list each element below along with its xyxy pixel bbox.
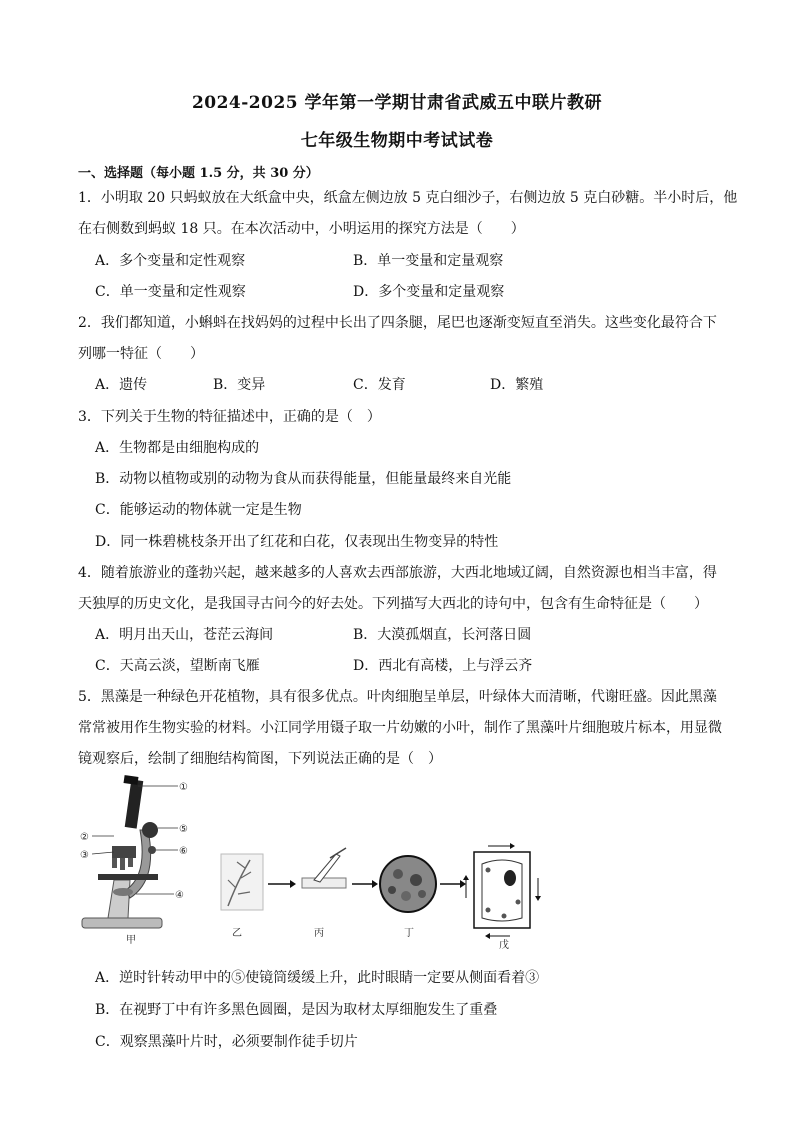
q1-option-d: D．多个变量和定量观察 <box>353 284 505 300</box>
q3-option-b: B．动物以植物或别的动物为食从而获得能量，但能量最终来自光能 <box>95 471 512 487</box>
q5-option-c: C．观察黑藻叶片时，必须要制作徒手切片 <box>95 1034 358 1050</box>
q2-stem-line1: 2．我们都知道，小蝌蚪在找妈妈的过程中长出了四条腿，尾巴也逐渐变短直至消失。这些变化最符合下 <box>78 315 717 331</box>
q3-option-a: A．生物都是由细胞构成的 <box>95 440 260 456</box>
marker-5: ⑤ <box>179 824 188 835</box>
q2-stem-line2: 列哪一特征（ ） <box>78 346 204 362</box>
q3-option-d: D．同一株碧桃枝条开出了红花和白花，仅表现出生物变异的特性 <box>95 534 499 550</box>
marker-6: ⑥ <box>179 846 188 857</box>
q1-option-a: A．多个变量和定性观察 <box>95 253 246 269</box>
q3-stem: 3．下列关于生物的特征描述中，正确的是（ ） <box>78 409 381 425</box>
label-wu: 戊 <box>499 940 509 950</box>
label-ding: 丁 <box>404 928 414 939</box>
q5-stem-line3: 镜观察后，绘制了细胞结构简图，下列说法正确的是（ ） <box>78 751 442 767</box>
arrowhead-icon <box>290 880 296 888</box>
marker-3: ③ <box>80 850 89 861</box>
slide-preparation-icon <box>302 848 346 888</box>
plant-sample-icon <box>221 854 263 910</box>
q3-option-c: C．能够运动的物体就一定是生物 <box>95 502 302 518</box>
microscope-experiment-figure <box>78 770 548 950</box>
q5-option-b: B．在视野丁中有许多黑色圆圈，是因为取材太厚细胞发生了重叠 <box>95 1002 498 1018</box>
arrowhead-icon <box>460 880 466 888</box>
q1-stem-line1: 1．小明取 20 只蚂蚁放在大纸盒中央，纸盒左侧边放 5 克白细沙子，右侧边放 5 克白砂糖。半小时后，他 <box>78 190 738 206</box>
q2-option-c: C．发育 <box>353 377 406 393</box>
q4-stem-line1: 4．随着旅游业的蓬勃兴起，越来越多的人喜欢去西部旅游，大西北地域辽阔，自然资源也相当丰富，得 <box>78 565 717 581</box>
q2-option-d: D．繁殖 <box>490 377 544 393</box>
q5-option-a: A．逆时针转动甲中的⑤使镜筒缓缓上升，此时眼睛一定要从侧面看着③ <box>95 970 540 986</box>
exam-title-line1: 2024-2025 学年第一学期甘肃省武威五中联片教研 <box>191 93 603 113</box>
q4-option-b: B．大漠孤烟直，长河落日圆 <box>353 627 532 643</box>
q4-stem-line2: 天独厚的历史文化，是我国寻古问今的好去处。下列描写大西北的诗句中，包含有生命特征是（ ） <box>78 596 708 612</box>
q1-option-b: B．单一变量和定量观察 <box>353 253 504 269</box>
arrowhead-icon <box>372 880 378 888</box>
marker-4: ④ <box>175 890 184 901</box>
label-bing: 丙 <box>314 928 324 939</box>
label-jia: 甲 <box>126 935 136 946</box>
q4-option-a: A．明月出天山，苍茫云海间 <box>95 627 274 643</box>
q2-option-b: B．变异 <box>213 377 266 393</box>
q5-stem-line2: 常常被用作生物实验的材料。小江同学用镊子取一片幼嫩的小叶，制作了黑藻叶片细胞玻片标本，用显微 <box>78 720 722 736</box>
q2-option-a: A．遗传 <box>95 377 148 393</box>
microscope-view-icon <box>380 856 436 912</box>
q1-stem-line2: 在右侧数到蚂蚁 18 只。在本次活动中，小明运用的探究方法是（ ） <box>78 221 525 237</box>
cell-diagram-icon <box>463 843 541 939</box>
exam-title-line2: 七年级生物期中考试试卷 <box>300 131 494 151</box>
marker-1: ① <box>179 782 188 793</box>
q4-option-d: D．西北有高楼，上与浮云齐 <box>353 658 533 674</box>
microscope-icon <box>82 775 178 928</box>
q4-option-c: C．天高云淡，望断南飞雁 <box>95 658 260 674</box>
label-yi: 乙 <box>232 928 242 939</box>
marker-2: ② <box>80 832 89 843</box>
q5-stem-line1: 5．黑藻是一种绿色开花植物，具有很多优点。叶肉细胞呈单层，叶绿体大而清晰，代谢旺盛。因此黑藻 <box>78 689 717 705</box>
q1-option-c: C．单一变量和定性观察 <box>95 284 246 300</box>
section-heading: 一、选择题（每小题 1.5 分，共 30 分） <box>78 166 319 181</box>
